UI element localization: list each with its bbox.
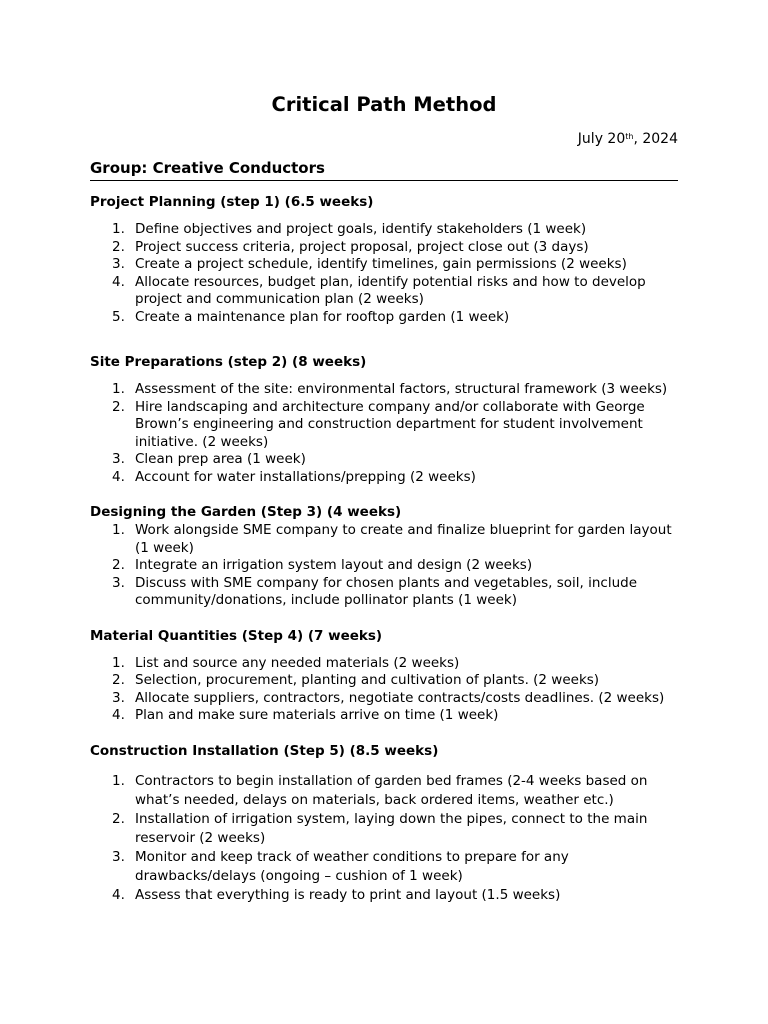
section-heading: Project Planning (step 1) (6.5 weeks)	[90, 194, 374, 210]
step-list	[90, 522, 678, 610]
section-heading: Designing the Garden (Step 3) (4 weeks)	[90, 504, 402, 520]
step-item	[90, 886, 678, 905]
step-item	[90, 557, 678, 575]
step-number: 2.	[112, 810, 125, 827]
step-number: 4.	[112, 886, 125, 903]
step-text: Hire landscaping and architecture company and/or collaborate with George Brown’s engineering and construction department for student involvement initiative. (2 weeks)	[135, 398, 645, 450]
section-heading: Site Preparations (step 2) (8 weeks)	[90, 354, 367, 370]
date-year: , 2024	[633, 131, 678, 147]
step-text: Work alongside SME company to create and finalize blueprint for garden layout (1 week)	[135, 522, 672, 556]
step-text: Create a maintenance plan for rooftop garden (1 week)	[135, 308, 510, 325]
step-number: 1.	[112, 522, 125, 538]
step-item	[90, 707, 678, 725]
section-project-planning	[90, 193, 678, 326]
step-item	[90, 256, 678, 274]
step-text: Installation of irrigation system, laying down the pipes, connect to the main reservoir (2 weeks)	[135, 810, 648, 846]
step-text: Define objectives and project goals, identify stakeholders (1 week)	[135, 221, 587, 237]
step-text: Account for water installations/prepping (2 weeks)	[135, 468, 476, 485]
step-text: Monitor and keep track of weather conditions to prepare for any drawbacks/delays (ongoing – cushion of 1 week)	[135, 848, 569, 884]
step-item	[90, 309, 678, 327]
group-heading: Group: Creative Conductors	[90, 158, 678, 181]
step-number: 1.	[112, 221, 125, 237]
step-number: 4.	[112, 273, 125, 290]
date-suffix: th	[625, 132, 634, 141]
step-item	[90, 399, 678, 452]
step-number: 2.	[112, 672, 125, 688]
step-item	[90, 690, 678, 708]
step-text: Selection, procurement, planting and cultivation of plants. (2 weeks)	[135, 672, 600, 688]
step-number: 2.	[112, 238, 125, 255]
document-page	[90, 92, 678, 905]
step-list	[90, 772, 678, 905]
section-heading: Material Quantities (Step 4) (7 weeks)	[90, 627, 383, 644]
step-list	[90, 221, 678, 326]
step-text: Discuss with SME company for chosen plants and vegetables, soil, include community/donations, include pollinator plants (1 week)	[135, 574, 637, 608]
step-number: 2.	[112, 557, 125, 573]
document-title: Critical Path Method	[271, 93, 497, 116]
step-text: Assessment of the site: environmental factors, structural framework (3 weeks)	[135, 381, 668, 397]
step-number: 3.	[112, 256, 125, 272]
step-number: 1.	[112, 772, 125, 789]
step-text: Assess that everything is ready to print and layout (1.5 weeks)	[135, 886, 561, 903]
step-item	[90, 239, 678, 257]
step-text: Allocate resources, budget plan, identify potential risks and how to develop project and communication plan (2 weeks)	[135, 273, 646, 307]
step-item	[90, 810, 678, 848]
step-text: Integrate an irrigation system layout and design (2 weeks)	[135, 557, 533, 573]
step-text: Create a project schedule, identify timelines, gain permissions (2 weeks)	[135, 256, 627, 272]
step-item	[90, 221, 678, 239]
step-text: Contractors to begin installation of garden bed frames (2-4 weeks based on what’s needed, delays on materials, back ordered items, weather etc.)	[135, 772, 648, 808]
step-text: Plan and make sure materials arrive on time (1 week)	[135, 707, 499, 723]
step-item	[90, 274, 678, 309]
step-item	[90, 469, 678, 487]
step-item	[90, 772, 678, 810]
step-item	[90, 575, 678, 610]
step-item	[90, 451, 678, 469]
step-number: 3.	[112, 689, 125, 706]
step-text: List and source any needed materials (2 weeks)	[135, 654, 460, 671]
document-date	[90, 130, 678, 148]
section-heading: Construction Installation (Step 5) (8.5 weeks)	[90, 742, 439, 759]
step-number: 1.	[112, 381, 125, 397]
step-list	[90, 381, 678, 486]
step-text: Allocate suppliers, contractors, negotiate contracts/costs deadlines. (2 weeks)	[135, 689, 665, 706]
step-item	[90, 848, 678, 886]
step-number: 3.	[112, 451, 125, 467]
step-number: 5.	[112, 308, 125, 325]
step-number: 1.	[112, 654, 125, 671]
section-material-quantities	[90, 627, 678, 725]
step-item	[90, 655, 678, 673]
date-day: July 20	[577, 131, 626, 147]
step-number: 4.	[112, 707, 125, 723]
step-item	[90, 672, 678, 690]
step-item	[90, 381, 678, 399]
step-number: 2.	[112, 398, 125, 415]
section-construction-installation	[90, 742, 678, 905]
section-designing-garden	[90, 503, 678, 610]
step-number: 3.	[112, 574, 125, 591]
step-number: 4.	[112, 468, 125, 485]
section-site-preparations	[90, 353, 678, 486]
step-number: 3.	[112, 848, 125, 865]
step-item	[90, 522, 678, 557]
step-text: Clean prep area (1 week)	[135, 451, 306, 467]
step-list	[90, 655, 678, 725]
step-text: Project success criteria, project proposal, project close out (3 days)	[135, 238, 589, 255]
